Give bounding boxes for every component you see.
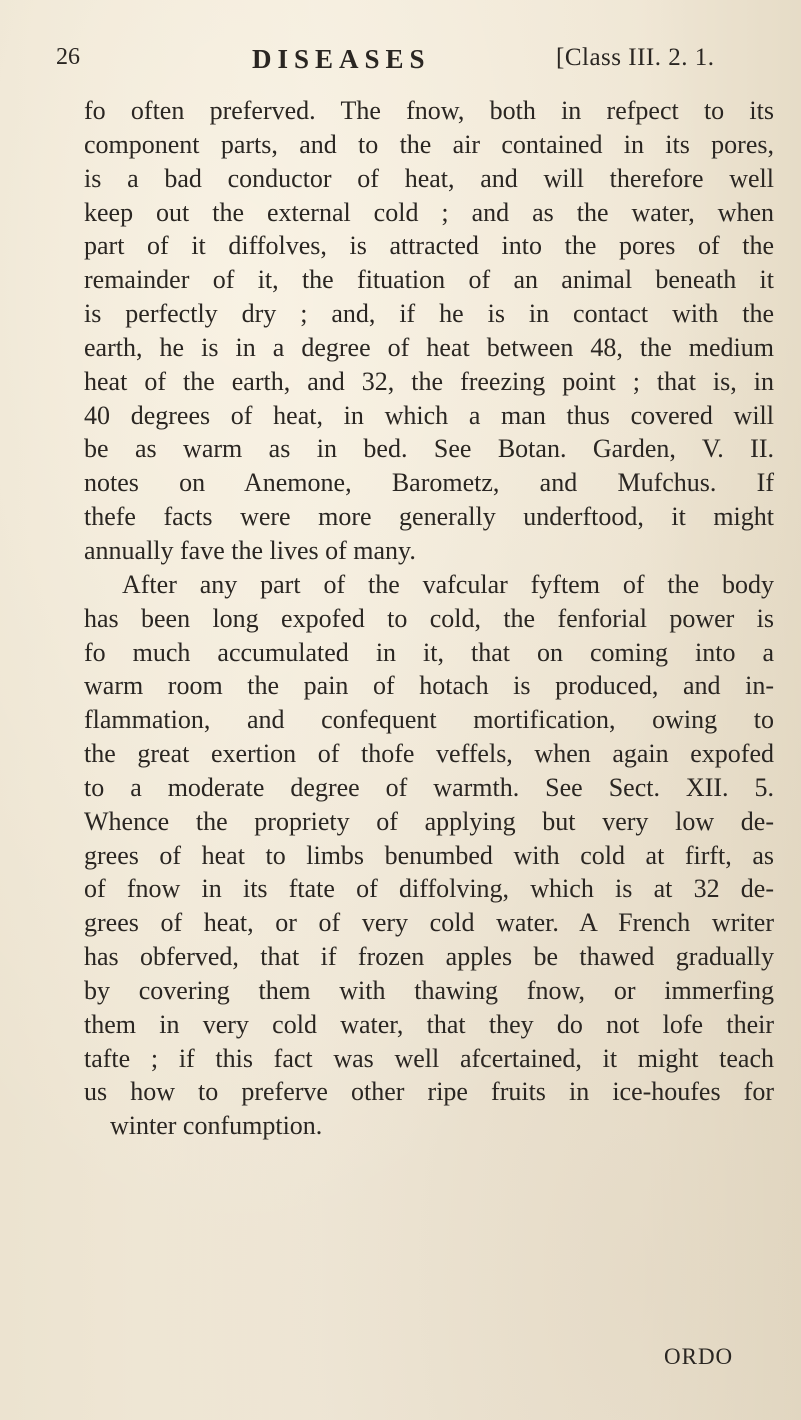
text-line: earth, he is in a degree of heat between 48, the medium: [84, 332, 774, 362]
running-title: DISEASES: [252, 44, 431, 74]
text-line: heat of the earth, and 32, the freezing point ; that is, in: [84, 366, 774, 396]
text-line: grees of heat to limbs benumbed with cold at firft, as: [84, 840, 774, 870]
text-line: Whence the propriety of applying but very low de-: [84, 806, 774, 836]
text-line: be as warm as in bed. See Botan. Garden, V. II.: [84, 434, 774, 464]
text-line: component parts, and to the air contained in its pores,: [84, 129, 774, 159]
text-line: notes on Anemone, Barometz, and Mufchus. If: [84, 468, 774, 498]
text-line: remainder of it, the fituation of an animal beneath it: [84, 265, 774, 295]
text-line: the great exertion of thofe veffels, when again expofed: [84, 739, 774, 769]
text-line: winter confumption.: [110, 1111, 323, 1141]
text-line: to a moderate degree of warmth. See Sect. XII. 5.: [84, 772, 774, 802]
text-line: 40 degrees of heat, in which a man thus covered will: [84, 400, 774, 430]
text-line: of fnow in its ftate of diffolving, which is at 32 de-: [84, 874, 774, 904]
text-line: is a bad conductor of heat, and will therefore well: [84, 163, 774, 193]
text-line: thefe facts were more generally underftood, it might: [84, 502, 774, 532]
text-line: has obferved, that if frozen apples be thawed gradually: [84, 942, 774, 972]
page-header: [0, 44, 801, 84]
text-line: them in very cold water, that they do not lofe their: [84, 1009, 774, 1039]
text-line: fo much accumulated in it, that on coming into a: [84, 637, 774, 667]
text-line: annually fave the lives of many.: [84, 535, 416, 565]
class-label: [Class III. 2. 1.: [556, 44, 715, 71]
body-text: [84, 94, 774, 1143]
page-number: 26: [56, 44, 80, 70]
text-line: us how to preferve other ripe fruits in ice-houfes for: [84, 1077, 774, 1107]
text-line: part of it diffolves, is attracted into the pores of the: [84, 231, 774, 261]
text-line: keep out the external cold ; and as the water, when: [84, 197, 774, 227]
catchword: ORDO: [664, 1344, 734, 1369]
text-line: by covering them with thawing fnow, or immerfing: [84, 975, 774, 1005]
text-line: has been long expofed to cold, the fenforial power is: [84, 603, 774, 633]
text-line: fo often preferved. The fnow, both in refpect to its: [84, 96, 774, 125]
text-line: tafte ; if this fact was well afcertained, it might teach: [84, 1043, 774, 1073]
text-line: grees of heat, or of very cold water. A French writer: [84, 908, 774, 938]
text-line: warm room the pain of hotach is produced, and in-: [84, 671, 774, 701]
paragraph-start-line: After any part of the vafcular fyftem of the body: [122, 569, 774, 599]
text-line: is perfectly dry ; and, if he is in contact with the: [84, 299, 774, 329]
text-line: flammation, and confequent mortification, owing to: [84, 705, 774, 735]
